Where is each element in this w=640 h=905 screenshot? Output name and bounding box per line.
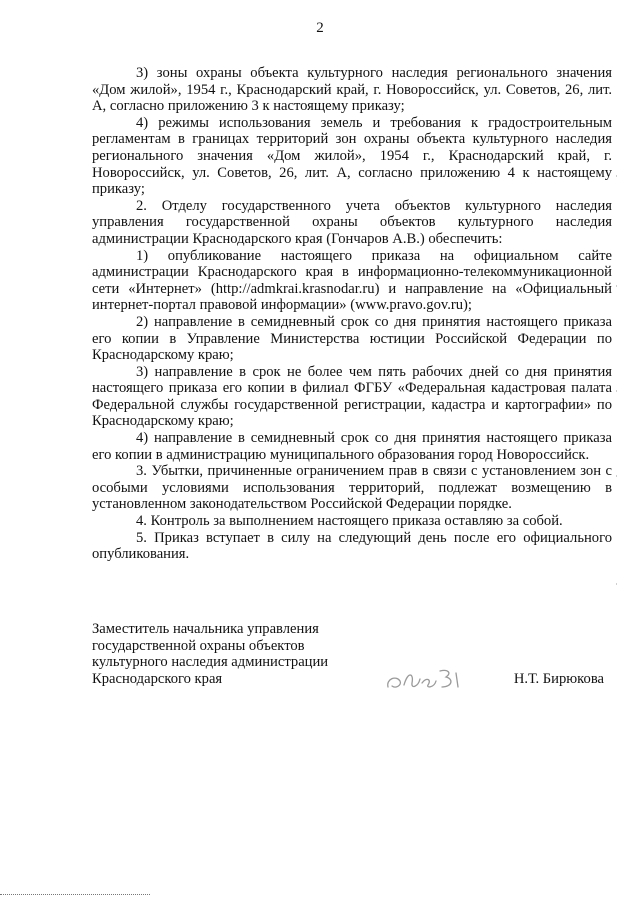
paragraph-zones: 3) зоны охраны объекта культурного наследия регионального значения «Дом жилой», 1954 г., Краснодарский край, г. Новороссийск, ул. Советов, 26, лит. А, согласно приложению 3 к настоящему приказу; [92, 65, 612, 115]
paragraph-control: 4. Контроль за выполнением настоящего приказа оставляю за собой. [136, 513, 563, 530]
signatory-position-line: Краснодарского края [92, 670, 223, 687]
signature-block [92, 621, 612, 687]
paragraph-losses: 3. Убытки, причиненные ограничением прав в связи с установлением зон с особыми условиями использования территорий, подлежат возмещению в установленном законодательством Российской Федерации порядке. [92, 463, 612, 513]
page-number: 2 [316, 20, 324, 36]
signatory-position-line: государственной охраны объектов [92, 637, 305, 654]
document-body [92, 65, 612, 563]
paragraph-effective-date: 5. Приказ вступает в силу на следующий день после его официального опубликования. [92, 529, 612, 563]
paragraph-publication: 1) опубликование настоящего приказа на официальном сайте администрации Краснодарского края в информационно-телекоммуникационной сети «Интернет» (http://admkrai.krasnodar.ru) и направление на «Официальный интернет-портал правовой информации» (www.pravo.gov.ru); [92, 247, 612, 314]
signatory-name: Н.Т. Бирюкова [513, 670, 604, 687]
paragraph-department-order: 2. Отделу государственного учета объектов культурного наследия управления государственной охраны объектов культурного наследия администрации Краснодарского края (Гончаров А.В.) обеспечить: [92, 197, 612, 247]
paragraph-land-use-regimes: 4) режимы использования земель и требования к градостроительным регламентам в границах территорий зон охраны объекта культурного наследия регионального значения «Дом жилой», 1954 г., Краснодарский край, г. Новороссийск, ул. Советов, 26, лит. А, согласно приложению 4 к настоящему приказу; [92, 114, 612, 198]
signatory-position-line: культурного наследия администрации [92, 654, 329, 671]
paragraph-justice-ministry: 2) направление в семидневный срок со дня принятия настоящего приказа его копии в Управление Министерства юстиции Российской Федерации по Краснодарскому краю; [92, 313, 612, 364]
paragraph-cadastral-chamber: 3) направление в срок не более чем пять рабочих дней со дня принятия настоящего приказа его копии в филиал ФГБУ «Федеральная кадастровая палата Федеральной службы государственной регистрации, кадастра и картографии» по Краснодарскому краю; [92, 363, 612, 430]
scan-artifact-dots [616, 175, 618, 595]
paragraph-municipality: 4) направление в семидневный срок со дня принятия настоящего приказа его копии в администрацию муниципального образования город Новороссийск. [92, 430, 612, 463]
handwritten-signature [382, 657, 472, 697]
signatory-position-line: Заместитель начальника управления [92, 621, 319, 637]
scan-artifact-footer-line [0, 894, 150, 895]
